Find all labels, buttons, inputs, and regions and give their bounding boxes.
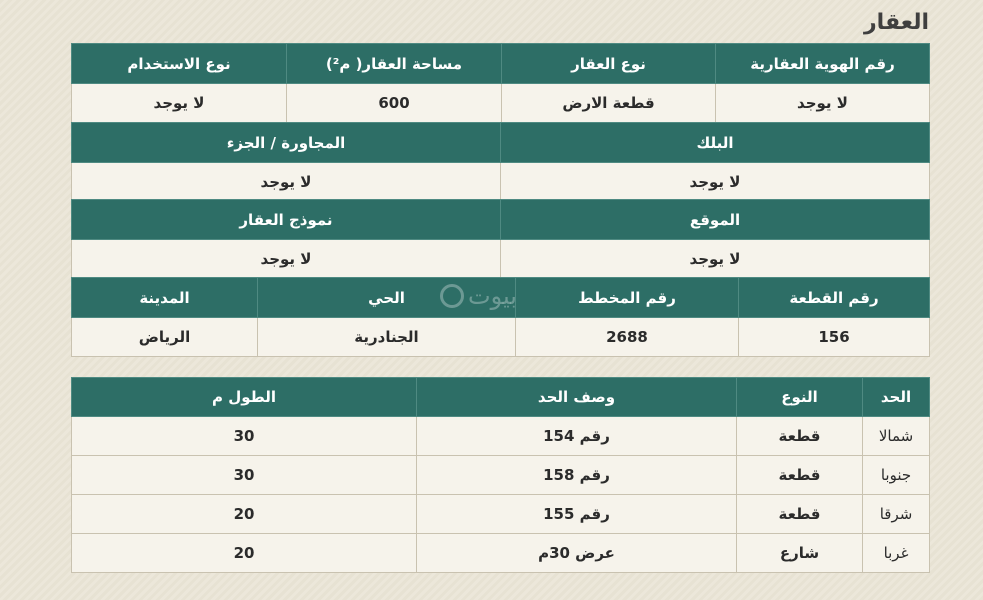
value-city: الرياض [72,318,258,357]
block-table [71,122,930,202]
header-boundary: الحد [863,378,930,417]
boundary-description: عرض 30م [417,534,737,573]
value-location: لا يوجد [501,240,930,279]
table-row [72,534,930,573]
value-usage-type: لا يوجد [72,84,287,123]
header-usage-type: نوع الاستخدام [72,44,287,84]
boundary-type: شارع [737,534,863,573]
table-row [72,456,930,495]
header-property-area: مساحة العقار( م²) [287,44,502,84]
value-property-type: قطعة الارض [502,84,716,123]
value-neighborhood-part: لا يوجد [72,163,501,202]
boundary-description: رقم 158 [417,456,737,495]
header-city: المدينة [72,278,258,318]
value-district: الجنادرية [258,318,516,357]
header-property-type: نوع العقار [502,44,716,84]
value-property-area: 600 [287,84,502,123]
boundary-type: قطعة [737,456,863,495]
value-property-model: لا يوجد [72,240,501,279]
boundary-length: 20 [72,534,417,573]
header-length: الطول م [72,378,417,417]
watermark-text: بيوت [468,282,517,310]
value-plot-number: 156 [739,318,930,357]
boundary-length: 20 [72,495,417,534]
boundaries-table [71,377,930,573]
boundary-length: 30 [72,417,417,456]
plot-table [71,277,930,357]
header-neighborhood-part: المجاورة / الجزء [72,123,501,163]
boundary-direction: جنوبا [863,456,930,495]
boundary-type: قطعة [737,495,863,534]
header-plot-number: رقم القطعة [739,278,930,318]
location-table [71,199,930,279]
property-info-table [71,43,930,123]
boundary-direction: شمالا [863,417,930,456]
boundary-direction: غربا [863,534,930,573]
boundary-direction: شرقا [863,495,930,534]
table-row [72,495,930,534]
header-type: النوع [737,378,863,417]
boundary-length: 30 [72,456,417,495]
boundary-description: رقم 154 [417,417,737,456]
value-plan-number: 2688 [516,318,739,357]
table-row [72,417,930,456]
boundary-type: قطعة [737,417,863,456]
value-block: لا يوجد [501,163,930,202]
header-property-model: نموذج العقار [72,200,501,240]
header-location: الموقع [501,200,930,240]
header-block: البلك [501,123,930,163]
header-property-id: رقم الهوية العقارية [716,44,930,84]
page-title: العقار [864,10,929,35]
header-district: الحي [258,278,516,318]
header-boundary-description: وصف الحد [417,378,737,417]
header-plan-number: رقم المخطط [516,278,739,318]
boundary-description: رقم 155 [417,495,737,534]
value-property-id: لا يوجد [716,84,930,123]
